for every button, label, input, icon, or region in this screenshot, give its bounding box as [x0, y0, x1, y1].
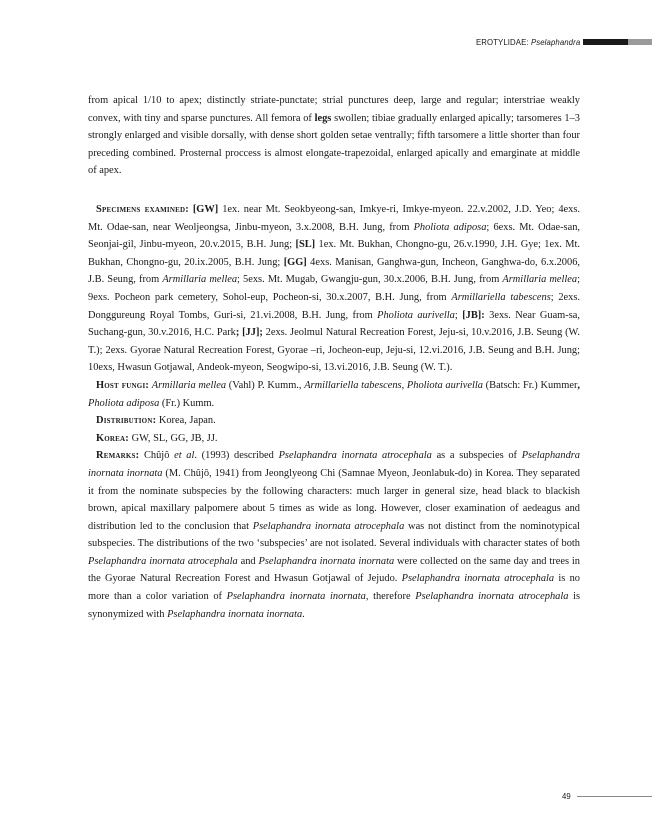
- fungus-name: Pholiota aurivella: [406, 379, 483, 391]
- page-footer: [562, 790, 652, 802]
- specimens-text: 1ex. near Mt. Seokbyeong-san, Imkye-ri, Imkye-myeon. 22.v.2002, J.D. Yeo; 4exs. Mt. Odae-san, near Weoljeongsa, Jinbu-myeon, 3.x.2008, B.H. Jung, from: [88, 204, 580, 233]
- et-al: et al: [174, 450, 195, 462]
- description-paragraph: [88, 92, 580, 180]
- running-head: [476, 36, 652, 48]
- taxon-name: Pselaphandra inornata atrocephala: [415, 591, 569, 603]
- remarks-text: is synonymized with: [88, 591, 581, 620]
- fungus-name: Armillariella tabescens: [451, 291, 551, 303]
- taxon-name: Pselaphandra inornata inornata: [226, 591, 366, 603]
- taxon-name: Pselaphandra inornata inornata: [167, 608, 303, 620]
- page-number: 49: [562, 791, 571, 801]
- remarks-heading: Remarks:: [96, 450, 140, 462]
- fungus-name: Pholiota aurivella: [377, 309, 455, 321]
- specimens-text: 1ex. Mt. Bukhan, Chongno-gu, 26.v.1990, J.H. Gye; 1ex. Mt. Bukhan, Chongno-gu, 20.ix.2005, B.H. Jung;: [88, 239, 580, 268]
- remarks-text: and: [237, 555, 259, 567]
- remarks-text: was not distinct from the nominotypical subspecies. The distributions of the two ‘subspecies’ are not isolated. Several individuals with character states of both: [88, 520, 580, 550]
- remarks-text: .: [302, 608, 305, 620]
- fungus-name: Pholiota adiposa: [88, 397, 160, 409]
- remarks-text: , therefore: [365, 591, 416, 603]
- host-fungi-paragraph: [88, 377, 580, 412]
- specimens-text: ; 2exs. Donggureung Royal Tombs, Guri-si, 21.vi.2008, B.H. Jung, from: [88, 291, 580, 321]
- host-fungi-text: (Vahl) P. Kumm.,: [226, 379, 305, 391]
- distribution-heading: Distribution:: [96, 415, 157, 427]
- fungus-name: Armillaria mellea: [162, 274, 238, 286]
- region-tag-jj: ; [JJ];: [235, 327, 263, 339]
- region-tag-gw: [GW]: [192, 204, 219, 215]
- distribution-paragraph: [88, 412, 580, 430]
- remarks-text: as a subspecies of: [431, 450, 522, 462]
- remarks-text: (M. Chûjô, 1941) from Jeonglyeong Chi (Samnae Myeon, Jeonlabuk-do) in Korea. They separated it from the nominate subspecies by the following characters: much larger in general size, head black to blackish brown, apical maxillary palpomere about 5 times as wide as long. However, closer examination of aedeagus and distribution led to the conclusion that: [88, 467, 581, 532]
- region-tag-gg: [GG]: [283, 256, 307, 268]
- remarks-text: . (1993) described: [194, 450, 279, 462]
- remarks-text: Chûjô: [139, 450, 175, 462]
- running-head-bar-dark: [583, 39, 628, 45]
- korea-heading: Korea:: [96, 432, 129, 444]
- running-head-bar-gray: [628, 39, 652, 45]
- legs-bold: legs: [314, 112, 332, 124]
- specimens-text: ;: [454, 309, 463, 321]
- host-fungi-comma: ,: [577, 379, 581, 391]
- running-head-text: [476, 38, 580, 47]
- running-head-family: EROTYLIDAE:: [476, 37, 531, 47]
- description-text: [88, 92, 580, 180]
- taxon-name: Pselaphandra inornata atrocephala: [401, 573, 555, 585]
- host-fungi-text: (Batsch: Fr.) Kummer: [482, 379, 578, 391]
- specimens-text: 4exs. Manisan, Ganghwa-gun, Incheon, Ganghwa-do, 6.x.2006, J.B. Seung, from: [88, 256, 580, 286]
- description-text-part: swollen; tibiae gradually enlarged apically; tarsomeres 1–3 strongly enlarged and visible dorsally, with dense short golden setae ventrally; fifth tarsomere a little shorter than four preceding combined. Prosternal proccess is almost elongate-trapezoidal, enlarged apically and emarginate at middle of apex.: [88, 112, 580, 177]
- taxon-name: Pselaphandra inornata atrocephala: [278, 450, 432, 462]
- description-text-part: from apical 1/10 to apex; distinctly striate-punctate; strial punctures deep, large and regular; interstriae weakly convex, with tiny and sparse punctures. All femora of: [88, 95, 580, 124]
- specimens-text: ; 9exs. Pocheon park cemetery, Sohol-eup, Pocheon-si, 30.x.2007, B.H. Jung, from: [88, 274, 580, 303]
- korea-text: GW, SL, GG, JB, JJ.: [128, 432, 218, 444]
- fungus-name: Pholiota adiposa: [413, 221, 487, 233]
- specimens-text: 2exs. Jeolmul Natural Recreation Forest, Jeju-si, 10.v.2016, J.B. Seung (W. T.); 2exs. Gyorae Natural Recreation Forest, Gyorae –ri, Jocheon-eup, Jeju-si, 12.vi.2016, J.B. Seung and B.H. Jung; 10exs, Hwasun Gotjawal, Andeok-myeon, Seogwipo-si, 13.vi.2016, J.B. Seung (W. T.).: [88, 327, 580, 374]
- taxon-name: Pselaphandra inornata atrocephala: [252, 520, 405, 532]
- specimens-text: 3exs. Near Guam-sa, Suchang-gun, 30.v.2016, H.C. Park: [88, 309, 580, 339]
- specimens-text: ; 6exs. Mt. Odae-san, Seonjai-gil, Jinbu-myeon, 20.v.2015, B.H. Jung;: [88, 221, 580, 251]
- host-fungi-text: ,: [401, 379, 407, 391]
- host-fungi-text: (Fr.) Kumm.: [159, 397, 215, 409]
- region-tag-sl: [SL]: [295, 239, 316, 251]
- fungus-name: Armillaria mellea: [502, 274, 578, 286]
- taxon-name: Pselaphandra inornata atrocephala: [88, 555, 238, 567]
- host-fungi-heading: Host fungi:: [96, 379, 150, 391]
- distribution-text: Korea, Japan.: [156, 415, 216, 427]
- remarks-paragraph: [88, 447, 580, 623]
- korea-paragraph: [88, 430, 580, 448]
- main-sections: [88, 201, 580, 623]
- region-tag-jb: [JB]:: [462, 309, 485, 321]
- taxon-name: Pselaphandra inornata inornata: [88, 450, 581, 479]
- specimens-examined-paragraph: [88, 201, 580, 377]
- taxon-name: Pselaphandra inornata inornata: [258, 555, 395, 567]
- remarks-text: is no more than a color variation of: [88, 573, 580, 603]
- specimens-text: ; 5exs. Mt. Mugab, Gwangju-gun, 30.x.2006, B.H. Jung, from: [237, 274, 503, 286]
- remarks-text: were collected on the same day and trees in the Gyorae Natural Recreation Forest and Hwasun Gotjawal of Jejudo.: [88, 555, 580, 585]
- running-head-genus: Pselaphandra: [530, 37, 581, 47]
- fungus-name: Armillariella tabescens: [304, 379, 402, 391]
- fungus-name: Armillaria mellea: [151, 379, 227, 391]
- specimens-heading: Specimens examined:: [96, 204, 189, 215]
- footer-rule: [577, 796, 652, 797]
